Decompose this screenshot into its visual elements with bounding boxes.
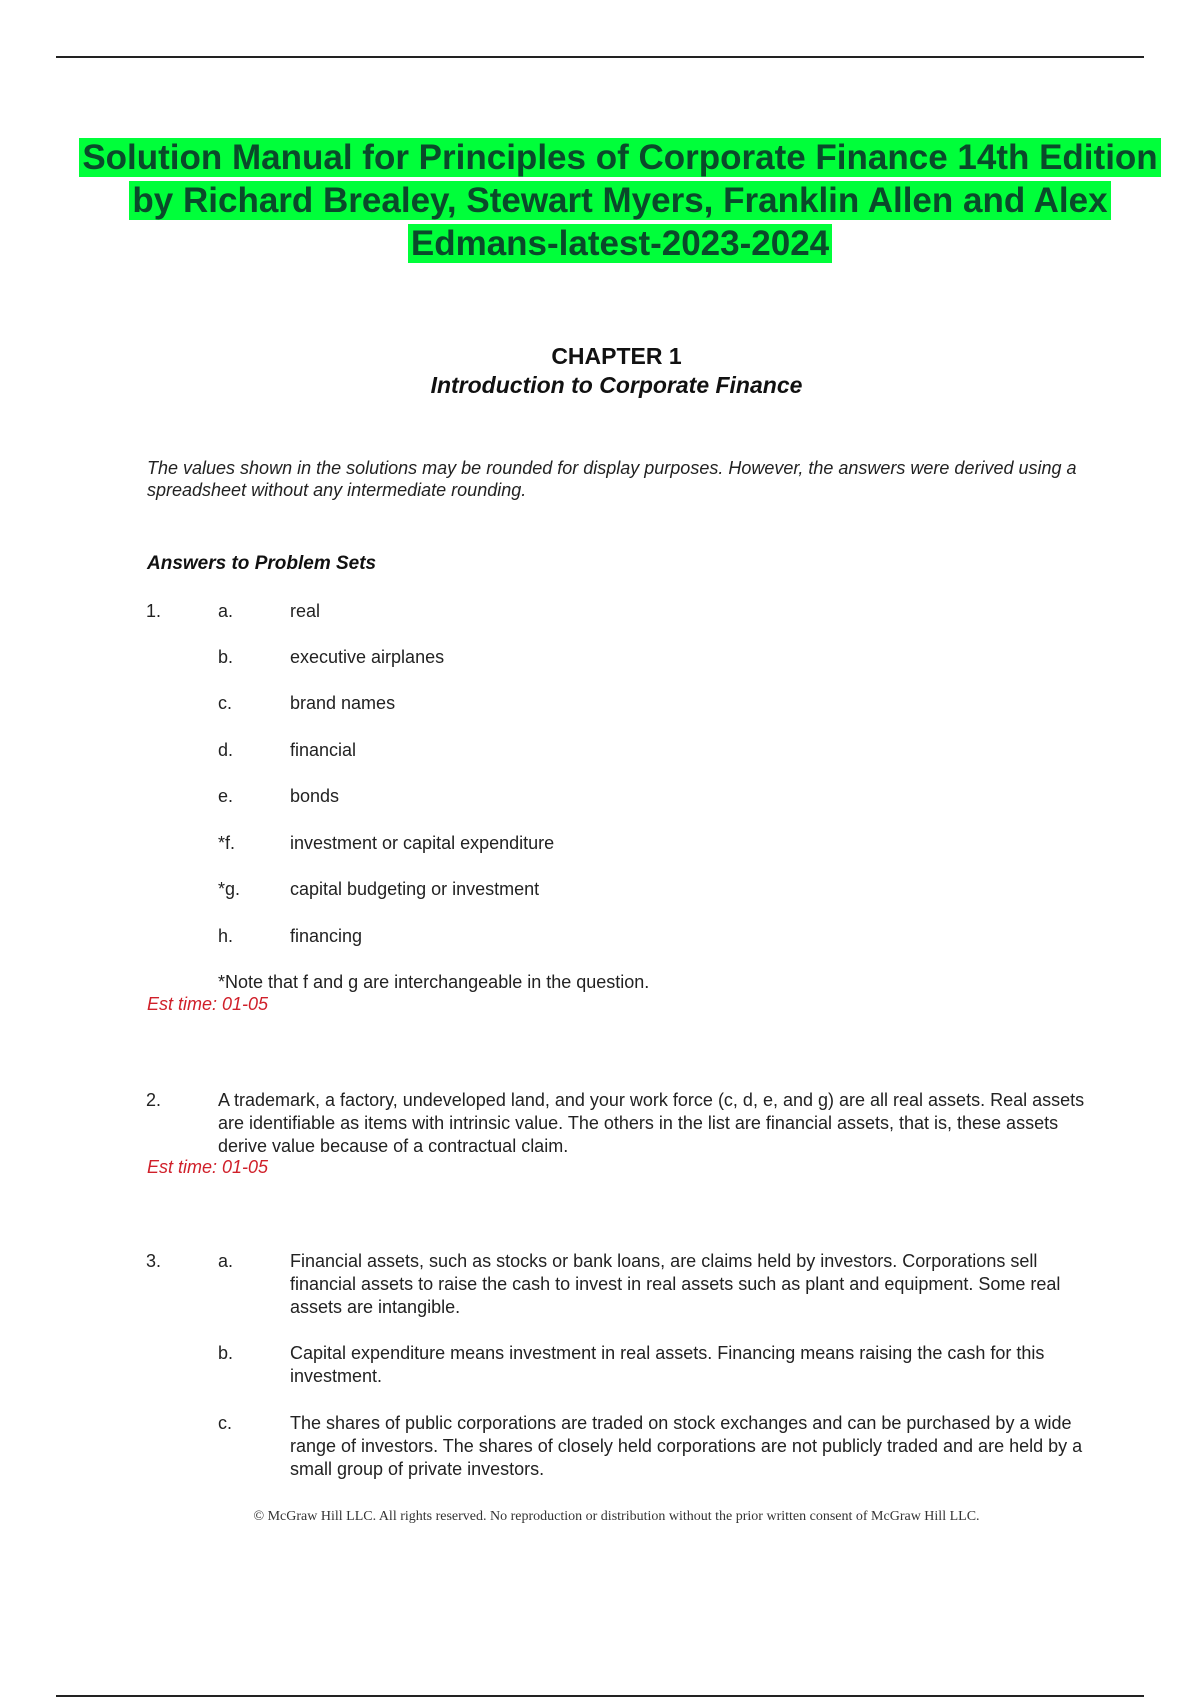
q1-item-answer: financial <box>290 740 357 760</box>
q1-item-answer: executive airplanes <box>290 647 445 667</box>
q3-item-answer: The shares of public corporations are traded on stock exchanges and can be purchased by a wide range of investors. The shares of closely held corporations are not publicly traded and are held by a small group of private investors. <box>290 1413 1083 1479</box>
q1-note: *Note that f and g are interchangeable in the question. <box>218 972 650 992</box>
chapter-title: Introduction to Corporate Finance <box>430 372 803 398</box>
q1-item-answer: investment or capital expenditure <box>290 833 555 853</box>
q1-item-answer: bonds <box>290 786 340 806</box>
q3-item-letter: a. <box>218 1251 234 1271</box>
chapter-number: CHAPTER 1 <box>551 343 682 369</box>
q3-item-letter: b. <box>218 1343 234 1363</box>
q1-item-letter: e. <box>218 786 234 806</box>
q1-number: 1. <box>146 601 162 621</box>
q2-answer: A trademark, a factory, undeveloped land, and your work force (c, d, e, and g) are all real assets. Real assets are identifiable as items with intrinsic value. The others in the list are financial assets, that is, these assets derive value because of a contractual claim. <box>218 1090 1085 1156</box>
bottom-rule <box>56 1695 1144 1697</box>
copyright-footer: © McGraw Hill LLC. All rights reserved. No reproduction or distribution without the prior written consent of McGraw Hill LLC. <box>253 1509 980 1524</box>
q2-est-time: Est time: 01-05 <box>147 1157 269 1177</box>
q1-item-letter: d. <box>218 740 234 760</box>
q3-item-letter: c. <box>218 1413 233 1433</box>
q1-item-letter: b. <box>218 647 234 667</box>
q1-item-letter: a. <box>218 601 234 621</box>
section-heading: Answers to Problem Sets <box>147 553 377 574</box>
q1-item-answer: real <box>290 601 321 621</box>
title-line-2: by Richard Brealey, Stewart Myers, Franklin Allen and Alex <box>40 179 1200 222</box>
q1-item-answer: brand names <box>290 693 396 713</box>
q1-item-letter: h. <box>218 926 234 946</box>
q3-number: 3. <box>146 1251 162 1271</box>
intro-note: The values shown in the solutions may be rounded for display purposes. However, the answers were derived using a spreadsheet without any intermediate rounding. <box>147 458 1077 500</box>
q1-item-answer: financing <box>290 926 363 946</box>
q1-item-letter: *g. <box>218 879 241 899</box>
top-rule <box>56 56 1144 58</box>
document-title <box>40 136 1200 265</box>
q1-item-letter: *f. <box>218 833 236 853</box>
q1-item-letter: c. <box>218 693 233 713</box>
q2-number: 2. <box>146 1090 162 1110</box>
q3-item-answer: Financial assets, such as stocks or bank loans, are claims held by investors. Corporations sell financial assets to raise the cash to invest in real assets such as plant and equipment. Some real assets are intangible. <box>290 1251 1061 1317</box>
title-line-3: Edmans-latest-2023-2024 <box>40 222 1200 265</box>
q1-est-time: Est time: 01-05 <box>147 994 269 1014</box>
q1-item-answer: capital budgeting or investment <box>290 879 540 899</box>
title-line-1: Solution Manual for Principles of Corporate Finance 14th Edition <box>40 136 1200 179</box>
q3-item-answer: Capital expenditure means investment in real assets. Financing means raising the cash for this investment. <box>290 1343 1045 1386</box>
